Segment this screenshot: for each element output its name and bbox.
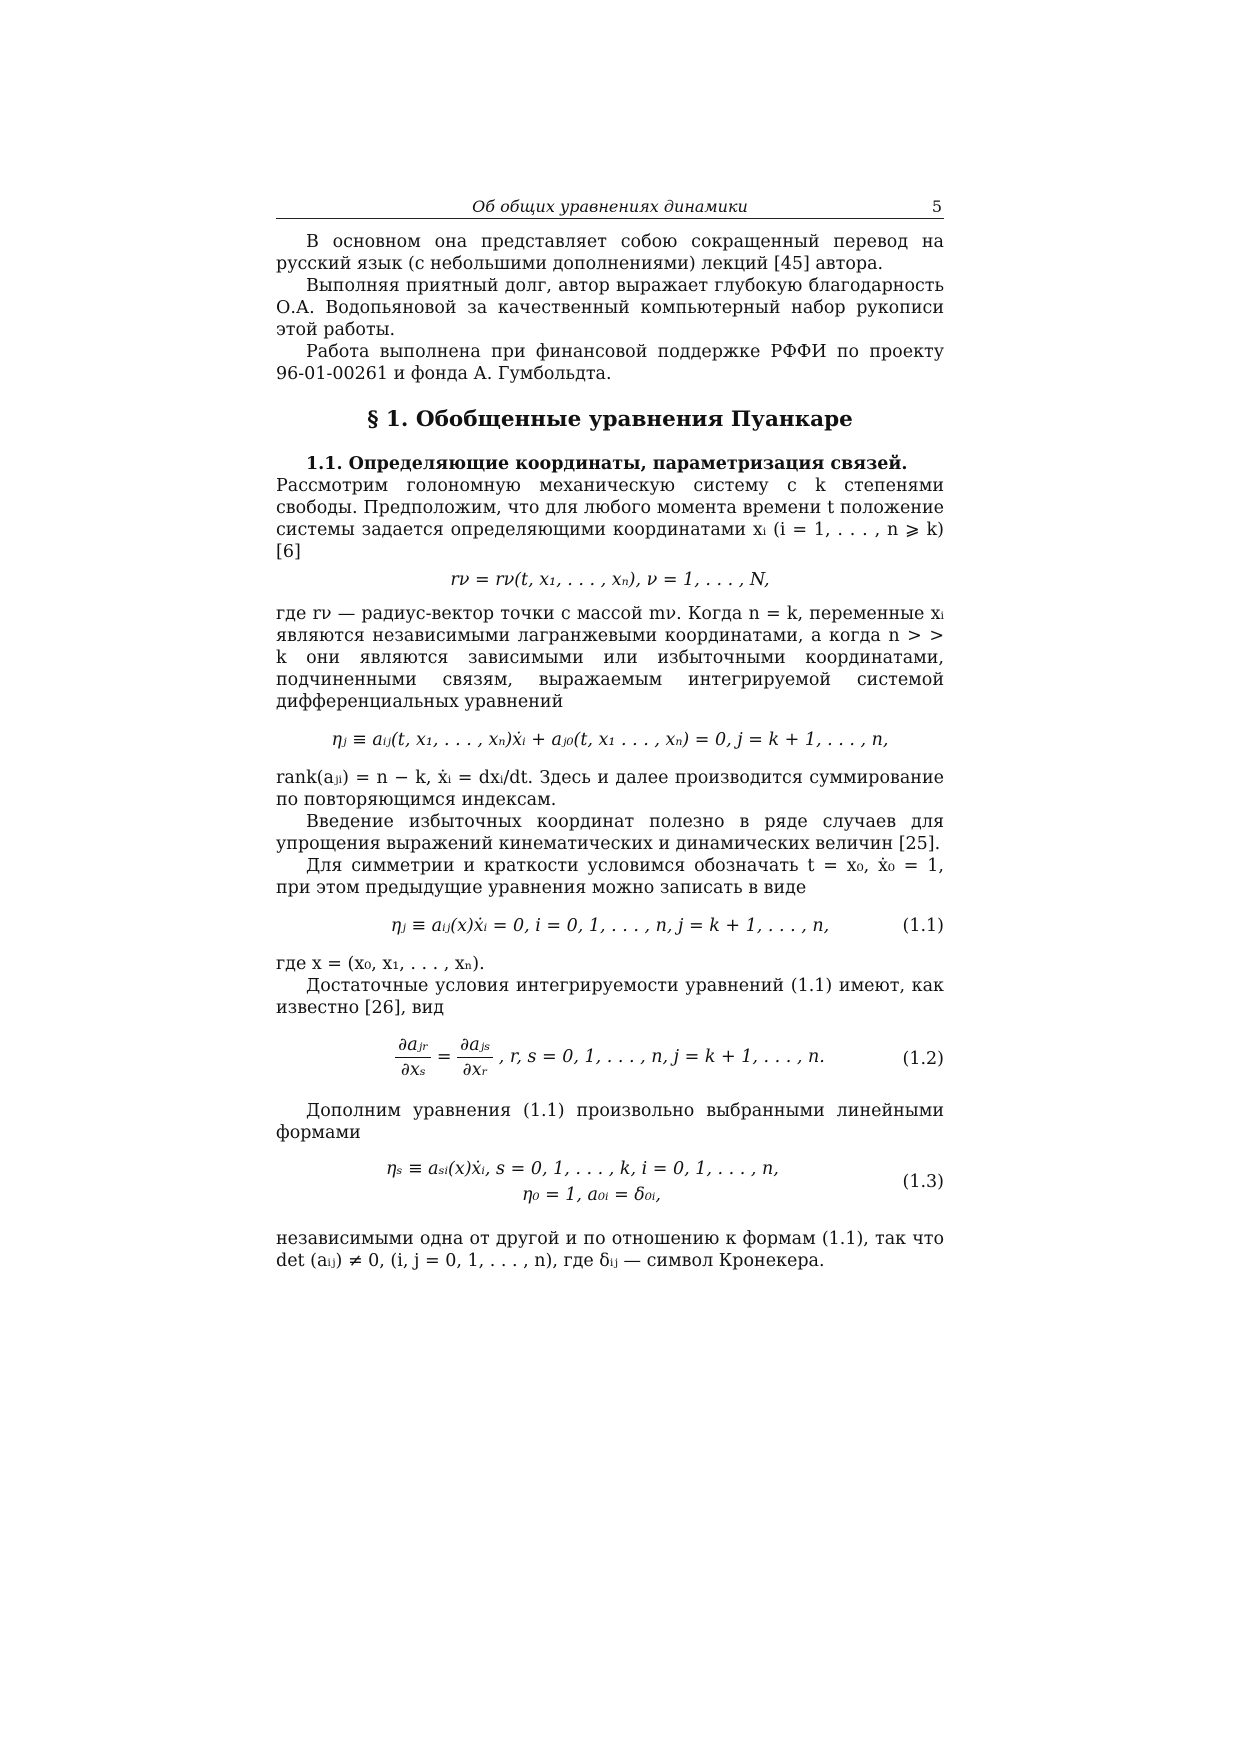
page: [276, 194, 944, 1272]
equation-body: ηⱼ ≡ aᵢⱼ(x)ẋᵢ = 0, i = 0, 1, . . . , n, j = k + 1, . . . , n,: [390, 916, 830, 936]
equation-number: (1.3): [902, 1172, 944, 1192]
subsection-title: 1.1. Определяющие координаты, параметризация связей.: [306, 454, 908, 474]
paragraph: независимыми одна от другой и по отношению к формам (1.1), так что det (aᵢⱼ) ≠ 0, (i, j = 0, 1, . . . , n), где δᵢⱼ — символ Кронекера.: [276, 1229, 944, 1271]
equation-body: , r, s = 0, 1, . . . , n, j = k + 1, . . . , n.: [498, 1047, 825, 1067]
numerator: ∂aⱼᵣ: [395, 1033, 431, 1058]
paragraph: В основном она представляет собою сокращенный перевод на русский язык (с небольшими дополнениями) лекций [45] автора.: [276, 232, 944, 274]
equation-1-3: [276, 1158, 944, 1208]
paragraph: где rν — радиус-вектор точки с массой mν. Когда n = k, переменные xᵢ являются независимыми лагранжевыми координатами, а когда n > > k они являются зависимыми или избыточными координатами, подчиненными связям, выражаемым интегрируемой системой дифференциальных уравнений: [276, 604, 944, 712]
page-number: 5: [931, 197, 942, 216]
equation-number: (1.1): [902, 916, 944, 936]
paragraph: где x = (x₀, x₁, . . . , xₙ).: [276, 954, 485, 974]
equation: rν = rν(t, x₁, . . . , xₙ), ν = 1, . . . , N,: [450, 570, 770, 590]
equation-number: (1.2): [902, 1049, 944, 1069]
equation-line: ηₛ ≡ aₛᵢ(x)ẋᵢ, s = 0, 1, . . . , k, i = 0, 1, . . . , n,: [386, 1159, 779, 1179]
equation-1-1: [276, 915, 944, 937]
equation-1-2: $\frac{\text{∂aⱼᵣ}}{\text{∂xₛ}}$ = $\frac{\text{∂aⱼₛ}}{\text{∂xᵣ}}$ , r, s = 0, 1, . . . , n, j = k + 1, . . . , n. (1.2): [276, 1033, 944, 1082]
denominator: ∂xₛ: [400, 1060, 426, 1080]
equation: ηⱼ ≡ aᵢⱼ(t, x₁, . . . , xₙ)ẋᵢ + aⱼ₀(t, x₁ . . . , xₙ) = 0, j = k + 1, . . . , n,: [331, 730, 889, 750]
numerator: ∂aⱼₛ: [457, 1033, 493, 1058]
running-title: Об общих уравнениях динамики: [472, 197, 748, 216]
paragraph: rank(aⱼᵢ) = n − k, ẋᵢ = dxᵢ/dt. Здесь и далее производится суммирование по повторяющимся индексам.: [276, 768, 944, 810]
section-title: § 1. Обобщенные уравнения Пуанкаре: [367, 407, 853, 432]
paragraph: Дополним уравнения (1.1) произвольно выбранными линейными формами: [276, 1101, 944, 1143]
running-header: [276, 194, 944, 219]
paragraph: Достаточные условия интегрируемости уравнений (1.1) имеют, как известно [26], вид: [276, 976, 944, 1018]
paragraph: Рассмотрим голономную механическую систему с k степенями свободы. Предположим, что для любого момента времени t положение системы задается определяющими координатами xᵢ (i = 1, . . . , n ⩾ k) [6]: [276, 476, 944, 562]
denominator: ∂xᵣ: [462, 1060, 488, 1080]
fraction: [395, 1033, 431, 1082]
paragraph: Выполняя приятный долг, автор выражает глубокую благодарность О.А. Водопьяновой за качественный компьютерный набор рукописи этой работы.: [276, 276, 944, 340]
equation-line: η₀ = 1, a₀ᵢ = δ₀ᵢ,: [522, 1185, 661, 1205]
paragraph: Работа выполнена при финансовой поддержке РФФИ по проекту 96-01-00261 и фонда А. Гумбольдта.: [276, 342, 944, 384]
paragraph: Введение избыточных координат полезно в ряде случаев для упрощения выражений кинематических и динамических величин [25].: [276, 812, 944, 854]
fraction: [457, 1033, 493, 1082]
paragraph: Для симметрии и краткости условимся обозначать t = x₀, ẋ₀ = 1, при этом предыдущие уравнения можно записать в виде: [276, 856, 944, 898]
